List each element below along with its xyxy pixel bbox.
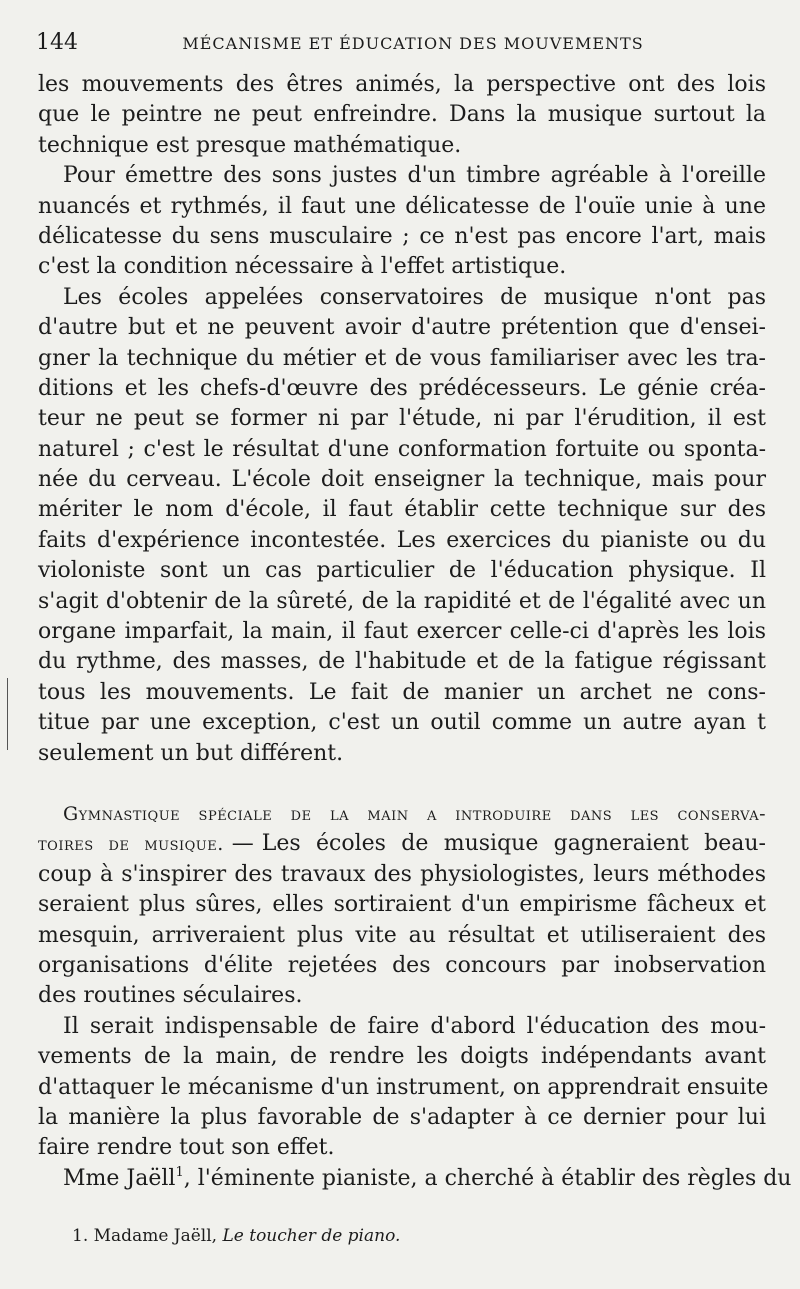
section-text-start: Les écoles de musique gagneraient beau-: [261, 831, 766, 857]
section-heading: Gymnastique spéciale de la main a introduire dans les conserva-: [63, 802, 766, 825]
text-line: organisations d'élite rejetées des concours par inobservation: [38, 952, 766, 978]
text-fragment: Mme Jaëll: [63, 1165, 176, 1191]
running-title: MÉCANISME ET ÉDUCATION DES MOUVEMENTS: [182, 34, 644, 53]
margin-bracket-mark: [7, 678, 12, 750]
text-line: seulement un but différent.: [38, 740, 344, 766]
text-line: d'attaquer le mécanisme d'un instrument, on apprendrait ensuite: [38, 1074, 769, 1100]
text-line: technique est presque mathématique.: [38, 132, 462, 158]
text-line: des routines séculaires.: [38, 983, 303, 1009]
text-line: c'est la condition nécessaire à l'effet artistique.: [38, 254, 567, 280]
text-line: faits d'expérience incontestée. Les exercices du pianiste ou du: [38, 527, 766, 553]
section-heading-continuation: [38, 829, 766, 859]
text-line: nuancés et rythmés, il faut une délicatesse de l'ouïe unie à une: [38, 193, 766, 219]
text-line: faire rendre tout son effet.: [38, 1135, 335, 1161]
text-line: teur ne peut se former ni par l'étude, ni par l'érudition, il est: [38, 406, 766, 432]
section-gap: [38, 769, 766, 799]
page-number: 144: [36, 30, 78, 55]
footnote-title: Le toucher de piano.: [222, 1226, 401, 1246]
footnote-author: Madame Jaëll,: [93, 1226, 218, 1246]
text-line: s'agit d'obtenir de la sûreté, de la rapidité et de l'égalité avec un: [38, 588, 766, 614]
text-line: que le peintre ne peut enfreindre. Dans la musique surtout la: [38, 102, 766, 128]
text-line: délicatesse du sens musculaire ; ce n'est pas encore l'art, mais: [38, 223, 766, 249]
footnote-reference: 1: [175, 1164, 184, 1180]
text-line: titue par une exception, c'est un outil comme un autre ayan t: [38, 710, 766, 736]
footnote-number: 1.: [72, 1226, 89, 1246]
text-line: mesquin, arriveraient plus vite au résultat et utiliseraient des: [38, 922, 766, 948]
section-heading-end: toires de musique.: [38, 833, 224, 856]
text-line: les mouvements des êtres animés, la perspective ont des lois: [38, 72, 766, 97]
text-line: Il serait indispensable de faire d'abord l'éducation des mou-: [63, 1013, 766, 1039]
text-line: violoniste sont un cas particulier de l'éducation physique. Il: [38, 558, 766, 584]
text-line: tous les mouvements. Le fait de manier un archet ne cons-: [38, 679, 766, 705]
text-line: gner la technique du métier et de vous familiariser avec les tra-: [38, 345, 766, 371]
text-line: naturel ; c'est le résultat d'une conformation fortuite ou sponta-: [38, 436, 766, 462]
running-head: [36, 30, 760, 60]
text-line: organe imparfait, la main, il faut exercer celle-ci d'après les lois: [38, 619, 766, 645]
text-line: du rythme, des masses, de l'habitude et de la fatigue régissant: [38, 649, 766, 675]
body-text: [38, 70, 792, 1194]
text-line: coup à s'inspirer des travaux des physiologistes, leurs méthodes: [38, 861, 766, 887]
text-line: mériter le nom d'école, il faut établir cette technique sur des: [38, 497, 766, 523]
text-line-with-footnote: [38, 1164, 792, 1194]
text-line: ditions et les chefs-d'œuvre des prédécesseurs. Le génie créa-: [38, 375, 766, 401]
text-line: d'autre but et ne peuvent avoir d'autre prétention que d'ensei-: [38, 315, 766, 341]
text-line: la manière la plus favorable de s'adapter à ce dernier pour lui: [38, 1104, 766, 1130]
text-fragment: , l'éminente pianiste, a cherché à établir des règles du: [183, 1165, 792, 1191]
footnote: [72, 1226, 400, 1246]
text-line: née du cerveau. L'école doit enseigner la technique, mais pour: [38, 467, 766, 493]
text-line: Les écoles appelées conservatoires de musique n'ont pas: [63, 284, 766, 310]
em-dash: —: [231, 831, 254, 857]
text-line: seraient plus sûres, elles sortiraient d'un empirisme fâcheux et: [38, 892, 766, 918]
text-line: Pour émettre des sons justes d'un timbre agréable à l'oreille: [63, 163, 766, 189]
text-line: vements de la main, de rendre les doigts indépendants avant: [38, 1044, 766, 1070]
